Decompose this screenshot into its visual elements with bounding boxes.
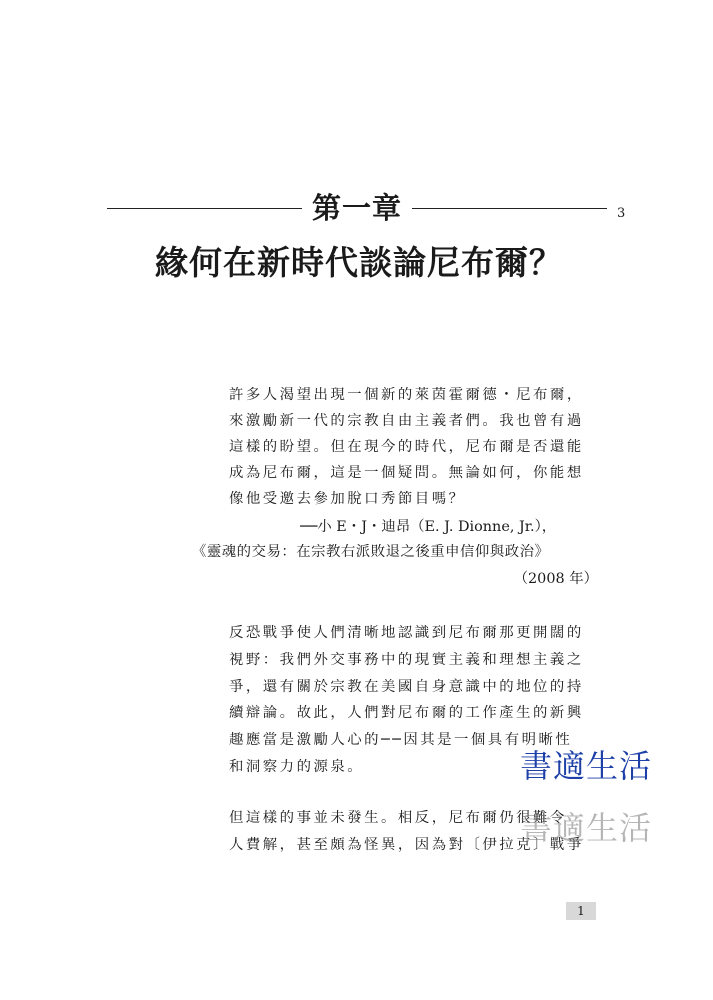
epigraph [229, 382, 601, 512]
chapter-number: 3 [617, 206, 626, 221]
watermark-logo: 書適生活 [520, 747, 653, 785]
epigraph-line: 許多人渴望出現一個新的萊茵霍爾德・尼布爾， [229, 387, 584, 403]
chapter-label: 第一章 [311, 191, 402, 225]
paragraph-line: 人費解，甚至頗為怪異，因為對〔伊拉克〕戰爭 [229, 836, 584, 853]
epigraph-line: 這樣的盼望。但在現今的時代，尼布爾是否還能 [229, 439, 584, 455]
watermark-logo-faded: 書適生活 [520, 809, 653, 847]
paragraph-line: 趣應當是激勵人心的──因其是一個具有明晰性 [229, 732, 573, 749]
epigraph-line: 來激勵新一代的宗教自由主義者們。我也曾有過 [229, 413, 584, 429]
paragraph-line: 爭，還有關於宗教在美國自身意識中的地位的持 [229, 678, 584, 695]
epigraph-line: 像他受邀去參加脫口秀節目嗎？ [229, 491, 466, 507]
chapter-heading [107, 188, 607, 228]
epigraph-book-title: 《靈魂的交易：在宗教右派敗退之後重申信仰與政治》 [192, 544, 550, 560]
epigraph-author: ──小 E・J・迪昂（E. J. Dionne, Jr.）， [300, 519, 557, 535]
page-number: 1 [566, 902, 596, 920]
paragraph-line: 反恐戰爭使人們清晰地認識到尼布爾那更開闊的 [229, 625, 584, 641]
epigraph-year: （2008 年） [513, 571, 598, 587]
paragraph-line: 續辯論。故此，人們對尼布爾的工作產生的新興 [229, 705, 584, 722]
heading-rule-right [412, 208, 607, 209]
epigraph-line: 成為尼布爾，這是一個疑問。無論如何，你能想 [229, 465, 584, 481]
paragraph-line: 視野：我們外交事務中的現實主義和理想主義之 [229, 651, 584, 668]
paragraph-line: 和洞察力的源泉。 [229, 758, 365, 775]
paragraph-line: 但這樣的事並未發生。相反，尼布爾仍很難令 [229, 810, 567, 826]
chapter-title: 緣何在新時代談論尼布爾？ [155, 243, 563, 282]
heading-rule-left [107, 208, 302, 209]
